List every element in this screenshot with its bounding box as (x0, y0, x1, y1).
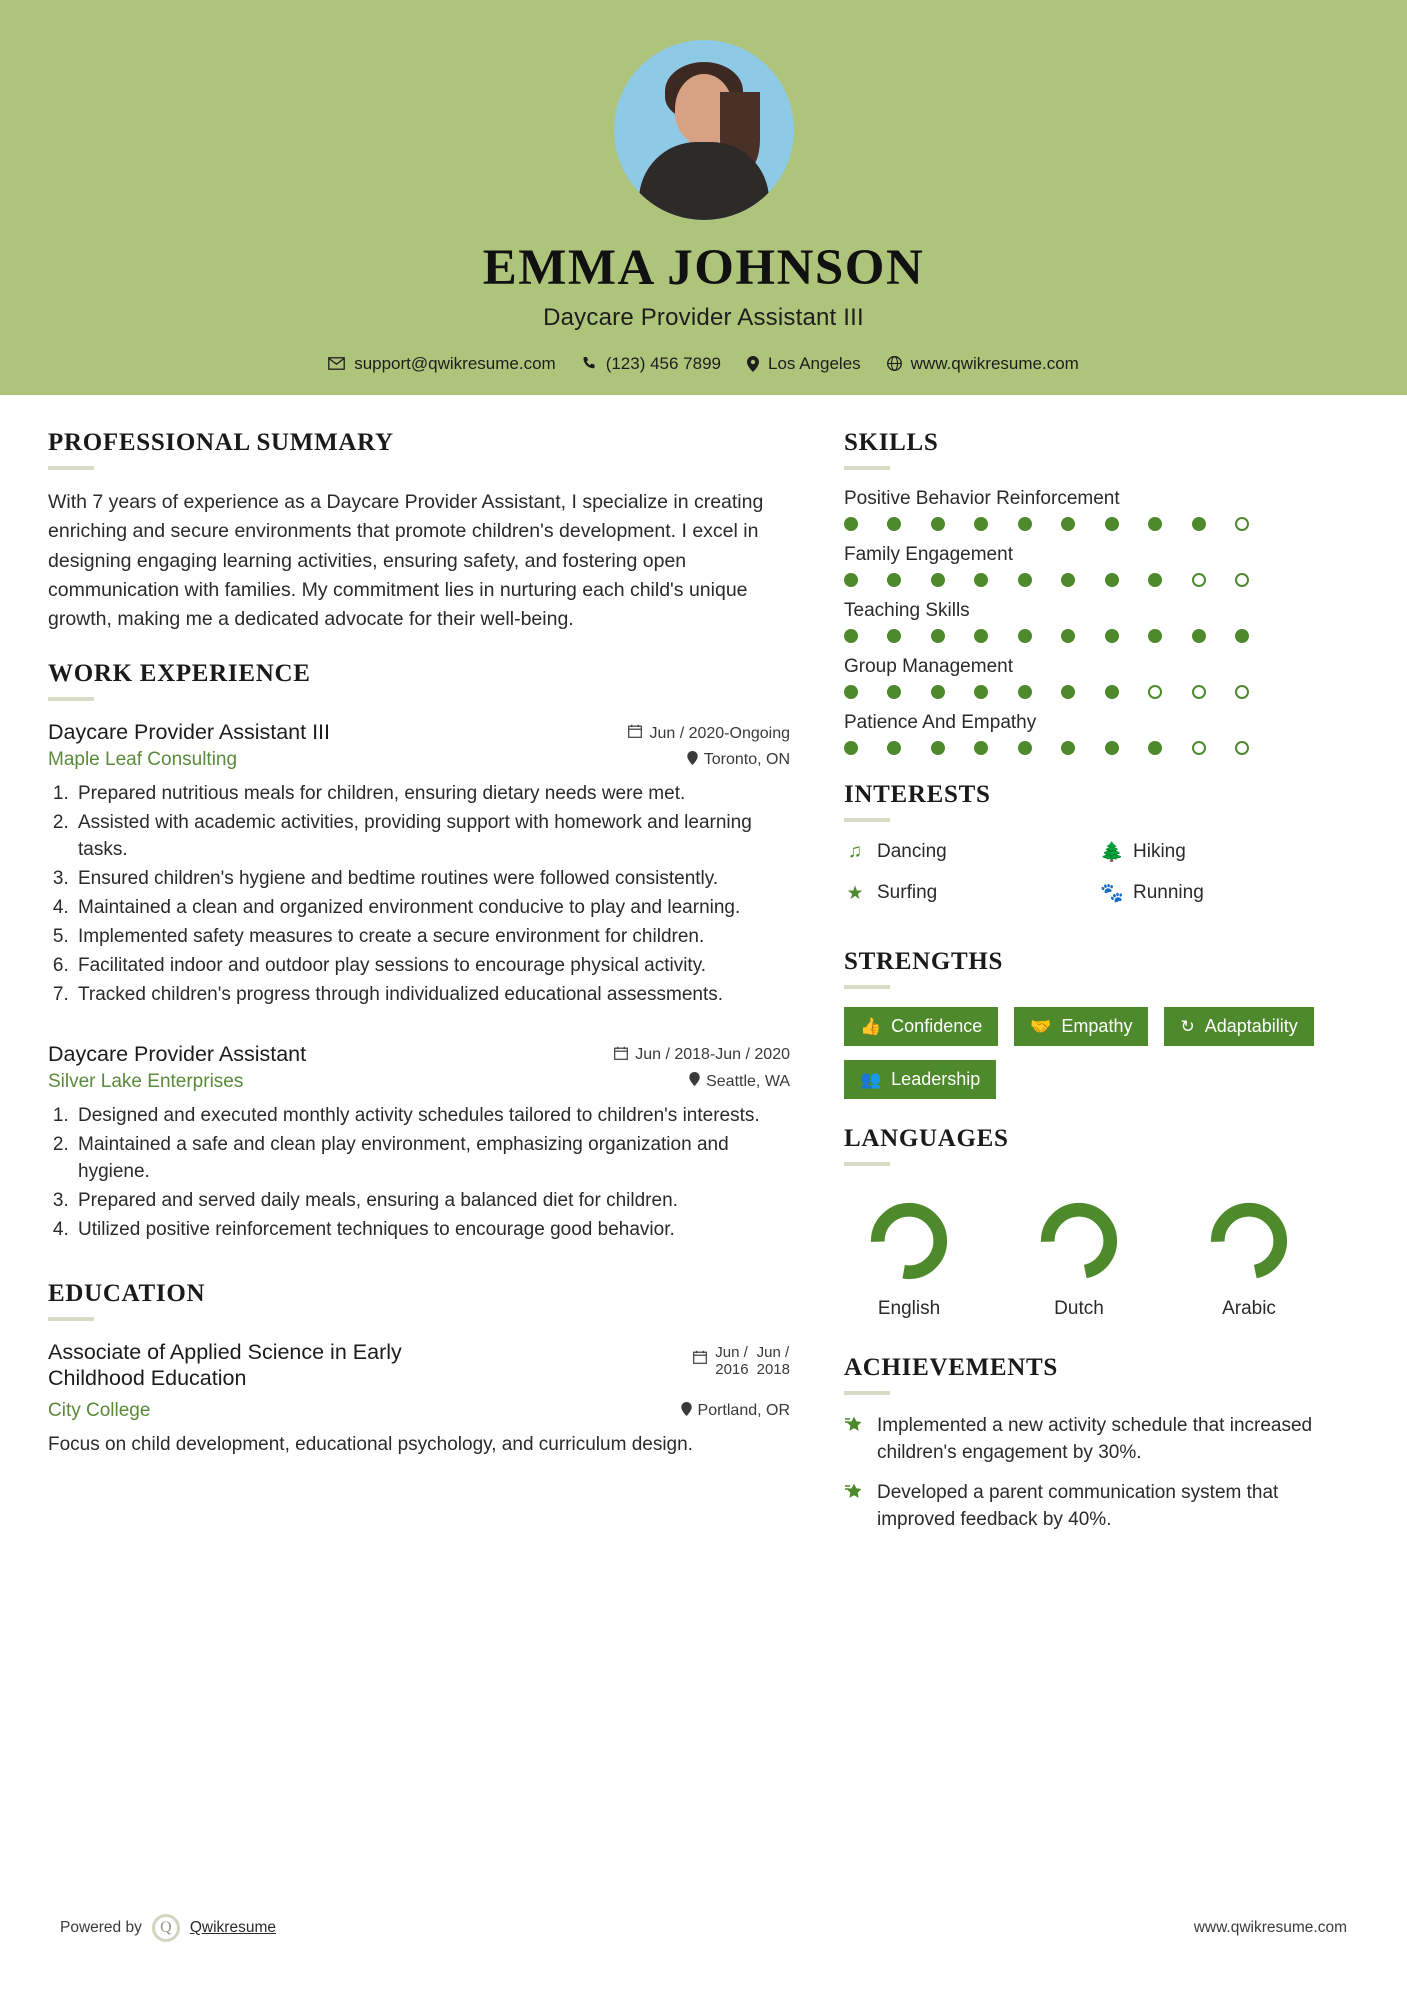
rating-dot-filled (1148, 629, 1162, 643)
qwikresume-logo-icon: Q (152, 1914, 180, 1942)
job-bullet: 3. Ensured children's hygiene and bedtime routines were followed consistently. (74, 866, 790, 893)
strength-label: Confidence (891, 1016, 983, 1036)
rating-dot-filled (1192, 629, 1206, 643)
rating-dot-filled (1105, 741, 1119, 755)
language-label: English (877, 1298, 941, 1319)
interest-label: Hiking (1133, 841, 1186, 862)
contact-bar (0, 354, 1407, 374)
job-bullet: 1. Designed and executed monthly activity schedules tailored to children's interests. (74, 1103, 790, 1130)
refresh-icon: ↻ (1180, 1016, 1195, 1036)
rating-dot-filled (1105, 573, 1119, 587)
rating-dot-filled (974, 517, 988, 531)
section-rule (48, 466, 94, 470)
page-title: EMMA JOHNSON (482, 240, 925, 296)
calendar-icon (693, 1344, 707, 1368)
interest-item (1100, 840, 1356, 864)
skill-row (844, 544, 1356, 587)
skill-rating (844, 573, 1249, 587)
location-pin-icon (747, 356, 759, 372)
powered-by-label: Powered by (60, 1919, 142, 1936)
rating-dot-filled (1018, 573, 1032, 587)
skill-rating (844, 685, 1249, 699)
rating-dot-filled (1235, 629, 1249, 643)
interest-item (1100, 881, 1356, 905)
strength-label: Adaptability (1204, 1016, 1298, 1036)
contact-email-text: support@qwikresume.com (354, 353, 556, 373)
rating-dot-filled (844, 629, 858, 643)
rating-dot-empty (1192, 573, 1206, 587)
rating-dot-filled (1018, 741, 1032, 755)
location-pin-icon (681, 1402, 692, 1421)
education-end-date (757, 1344, 790, 1379)
skill-label: Family Engagement (844, 544, 1013, 565)
rating-dot-filled (974, 685, 988, 699)
strength-label: Leadership (891, 1069, 981, 1089)
location-pin-icon (689, 1072, 700, 1091)
contact-email[interactable] (328, 354, 556, 374)
footer-website[interactable]: www.qwikresume.com (1193, 1919, 1347, 1936)
section-achievements (844, 1354, 1356, 1533)
education-start-year: 2016 (715, 1360, 749, 1378)
rating-dot-filled (931, 517, 945, 531)
strength-label: Empathy (1061, 1016, 1133, 1036)
language-item (1184, 1200, 1314, 1320)
rating-dot-filled (1018, 685, 1032, 699)
section-work-experience (48, 660, 790, 1243)
job-dates: Jun / 2020-Ongoing (649, 724, 790, 742)
work-experience-item (48, 719, 790, 1009)
interest-label: Running (1133, 882, 1204, 903)
section-rule (844, 818, 890, 822)
work-experience-item (48, 1041, 790, 1244)
rating-dot-filled (1105, 517, 1119, 531)
job-role-subtitle: Daycare Provider Assistant III (543, 303, 864, 331)
language-label: Arabic (1222, 1298, 1276, 1319)
calendar-icon (614, 1046, 628, 1065)
location-pin-icon (687, 751, 698, 770)
job-location (689, 1072, 790, 1091)
avatar (614, 40, 794, 220)
footer-brand[interactable] (60, 1914, 276, 1942)
rating-dot-filled (1061, 685, 1075, 699)
job-location-text: Seattle, WA (706, 1072, 790, 1090)
education-end-year: 2018 (756, 1360, 790, 1378)
rating-dot-filled (1192, 517, 1206, 531)
rating-dot-empty (1235, 517, 1249, 531)
section-title-languages: LANGUAGES (844, 1125, 1009, 1152)
section-title-strengths: STRENGTHS (844, 948, 1004, 975)
rating-dot-filled (887, 741, 901, 755)
rating-dot-empty (1235, 741, 1249, 755)
left-column (48, 429, 790, 1559)
tree-icon: 🌲 (1100, 842, 1124, 863)
education-item (48, 1339, 790, 1459)
award-star-icon (844, 1480, 864, 1533)
strength-chip (844, 1060, 996, 1099)
calendar-icon (628, 724, 642, 743)
language-progress-ring (1208, 1200, 1290, 1282)
rating-dot-filled (1061, 517, 1075, 531)
education-degree: Associate of Applied Science in Early Childhood Education (48, 1339, 402, 1391)
award-star-icon (844, 1413, 864, 1466)
rating-dot-filled (887, 573, 901, 587)
rating-dot-filled (1061, 741, 1075, 755)
education-start-month: Jun / (715, 1343, 748, 1361)
education-location (681, 1402, 790, 1421)
strength-chip (1014, 1007, 1148, 1046)
skill-label: Patience And Empathy (844, 712, 1037, 733)
interest-item (844, 840, 1100, 864)
job-bullet: 4. Maintained a clean and organized environment conducive to play and learning. (74, 895, 790, 922)
job-bullet: 2. Assisted with academic activities, providing support with homework and learning tasks. (74, 810, 790, 864)
interest-label: Dancing (877, 841, 947, 862)
people-group-icon: 👥 (860, 1069, 882, 1089)
education-description: Focus on child development, educational psychology, and curriculum design. (48, 1434, 693, 1456)
job-bullet: 3. Prepared and served daily meals, ensuring a balanced diet for children. (74, 1188, 790, 1215)
languages-list (844, 1184, 1356, 1320)
skill-rating (844, 517, 1249, 531)
right-column (844, 429, 1356, 1559)
strength-chip (844, 1007, 998, 1046)
language-progress-ring (1038, 1200, 1120, 1282)
rating-dot-filled (931, 741, 945, 755)
rating-dot-empty (1192, 741, 1206, 755)
job-dates: Jun / 2018-Jun / 2020 (635, 1046, 790, 1064)
rating-dot-filled (844, 685, 858, 699)
job-title: Daycare Provider Assistant (48, 1041, 307, 1066)
rating-dot-filled (1018, 629, 1032, 643)
skill-row (844, 712, 1356, 755)
section-title-skills: SKILLS (844, 429, 939, 456)
section-rule (844, 1391, 890, 1395)
section-title-education: EDUCATION (48, 1279, 206, 1307)
rating-dot-empty (1192, 685, 1206, 699)
contact-location[interactable] (747, 354, 861, 374)
achievement-item (844, 1413, 1356, 1466)
skill-rating (844, 741, 1249, 755)
job-company: Maple Leaf Consulting (48, 749, 238, 771)
rating-dot-filled (931, 573, 945, 587)
resume-body (0, 395, 1407, 1559)
rating-dot-filled (887, 685, 901, 699)
globe-icon (887, 356, 902, 371)
job-location-text: Toronto, ON (703, 751, 790, 769)
contact-website[interactable] (887, 354, 1079, 374)
skill-row (844, 600, 1356, 643)
skill-label: Positive Behavior Reinforcement (844, 488, 1120, 509)
education-location-text: Portland, OR (697, 1402, 790, 1420)
job-bullet: 7. Tracked children's progress through individualized educational assessments. (74, 982, 790, 1009)
skill-row (844, 488, 1356, 531)
job-bullet: 5. Implemented safety measures to create a secure environment for children. (74, 924, 790, 951)
section-title-achievements: ACHIEVEMENTS (844, 1354, 1058, 1381)
language-label: Dutch (1054, 1298, 1104, 1319)
section-rule (48, 697, 94, 701)
interest-item (844, 881, 1100, 905)
section-rule (844, 466, 890, 470)
skill-label: Group Management (844, 656, 1013, 677)
section-title-interests: INTERESTS (844, 781, 991, 808)
achievement-text: Developed a parent communication system that improved feedback by 40%. (877, 1482, 1279, 1530)
rating-dot-filled (931, 685, 945, 699)
thumbs-up-icon: 👍 (860, 1016, 882, 1036)
rating-dot-filled (887, 517, 901, 531)
handshake-icon: 🤝 (1030, 1016, 1052, 1036)
rating-dot-filled (974, 573, 988, 587)
rating-dot-filled (1018, 517, 1032, 531)
contact-location-text: Los Angeles (768, 353, 861, 373)
music-note-icon: ♫ (847, 841, 863, 862)
education-end-month: Jun / (756, 1343, 790, 1361)
section-strengths (844, 948, 1356, 1099)
rating-dot-filled (844, 573, 858, 587)
language-item (1014, 1200, 1144, 1320)
rating-dot-empty (1235, 573, 1249, 587)
job-bullets (48, 1103, 790, 1244)
rating-dot-filled (1061, 629, 1075, 643)
skill-label: Teaching Skills (844, 600, 970, 621)
star-icon: ★ (846, 882, 864, 904)
contact-phone-text: (123) 456 7899 (605, 353, 722, 373)
rating-dot-filled (887, 629, 901, 643)
rating-dot-filled (1148, 573, 1162, 587)
education-start-date (715, 1344, 748, 1379)
rating-dot-filled (1061, 573, 1075, 587)
achievement-item (844, 1480, 1356, 1533)
resume-header (0, 0, 1407, 395)
rating-dot-filled (844, 741, 858, 755)
rating-dot-filled (844, 517, 858, 531)
job-bullets (48, 781, 790, 1009)
language-item (844, 1200, 974, 1320)
section-title-summary: PROFESSIONAL SUMMARY (48, 429, 394, 456)
section-skills (844, 429, 1356, 755)
section-rule (48, 1317, 94, 1321)
rating-dot-filled (1148, 517, 1162, 531)
job-bullet: 6. Facilitated indoor and outdoor play sessions to encourage physical activity. (74, 953, 790, 980)
language-progress-ring (868, 1200, 950, 1282)
education-school: City College (48, 1400, 151, 1422)
section-professional-summary (48, 429, 790, 634)
job-bullet: 1. Prepared nutritious meals for children, ensuring dietary needs were met. (74, 781, 790, 808)
phone-icon (582, 356, 597, 371)
mail-icon (328, 357, 345, 370)
section-education (48, 1280, 790, 1459)
job-bullet: 4. Utilized positive reinforcement techniques to encourage good behavior. (74, 1217, 790, 1244)
rating-dot-empty (1235, 685, 1249, 699)
achievement-text: Implemented a new activity schedule that increased children's engagement by 30%. (877, 1415, 1313, 1463)
interests-list (844, 840, 1356, 922)
section-interests (844, 781, 1356, 922)
rating-dot-filled (1105, 629, 1119, 643)
rating-dot-empty (1148, 685, 1162, 699)
skill-rating (844, 629, 1249, 643)
section-rule (844, 985, 890, 989)
section-rule (844, 1162, 890, 1166)
rating-dot-filled (974, 629, 988, 643)
section-languages (844, 1125, 1356, 1320)
paw-icon: 🐾 (1100, 883, 1124, 904)
job-title: Daycare Provider Assistant III (48, 720, 330, 745)
contact-website-text: www.qwikresume.com (910, 353, 1079, 373)
strengths-list (844, 1007, 1356, 1099)
job-company: Silver Lake Enterprises (48, 1070, 244, 1092)
spacer (48, 1015, 790, 1041)
interest-label: Surfing (877, 882, 938, 903)
strength-chip (1164, 1007, 1313, 1046)
rating-dot-filled (1148, 741, 1162, 755)
job-bullet: 2. Maintained a safe and clean play environment, emphasizing organization and hygiene. (74, 1132, 790, 1186)
rating-dot-filled (974, 741, 988, 755)
section-title-work-experience: WORK EXPERIENCE (48, 660, 311, 688)
rating-dot-filled (931, 629, 945, 643)
skill-row (844, 656, 1356, 699)
footer (0, 1914, 1407, 1942)
rating-dot-filled (1105, 685, 1119, 699)
summary-text: With 7 years of experience as a Daycare Provider Assistant, I specialize in creating enriching and secure environments that promote children's development. I excel in designing engaging learning activities, ensuring safety, and fostering open communication with families. My commitment lies in nurturing each child's unique growth, making me a dedicated advocate for their well-being. (48, 491, 764, 630)
job-location (687, 751, 790, 770)
brand-name-link[interactable]: Qwikresume (189, 1919, 276, 1936)
contact-phone[interactable] (582, 354, 721, 374)
